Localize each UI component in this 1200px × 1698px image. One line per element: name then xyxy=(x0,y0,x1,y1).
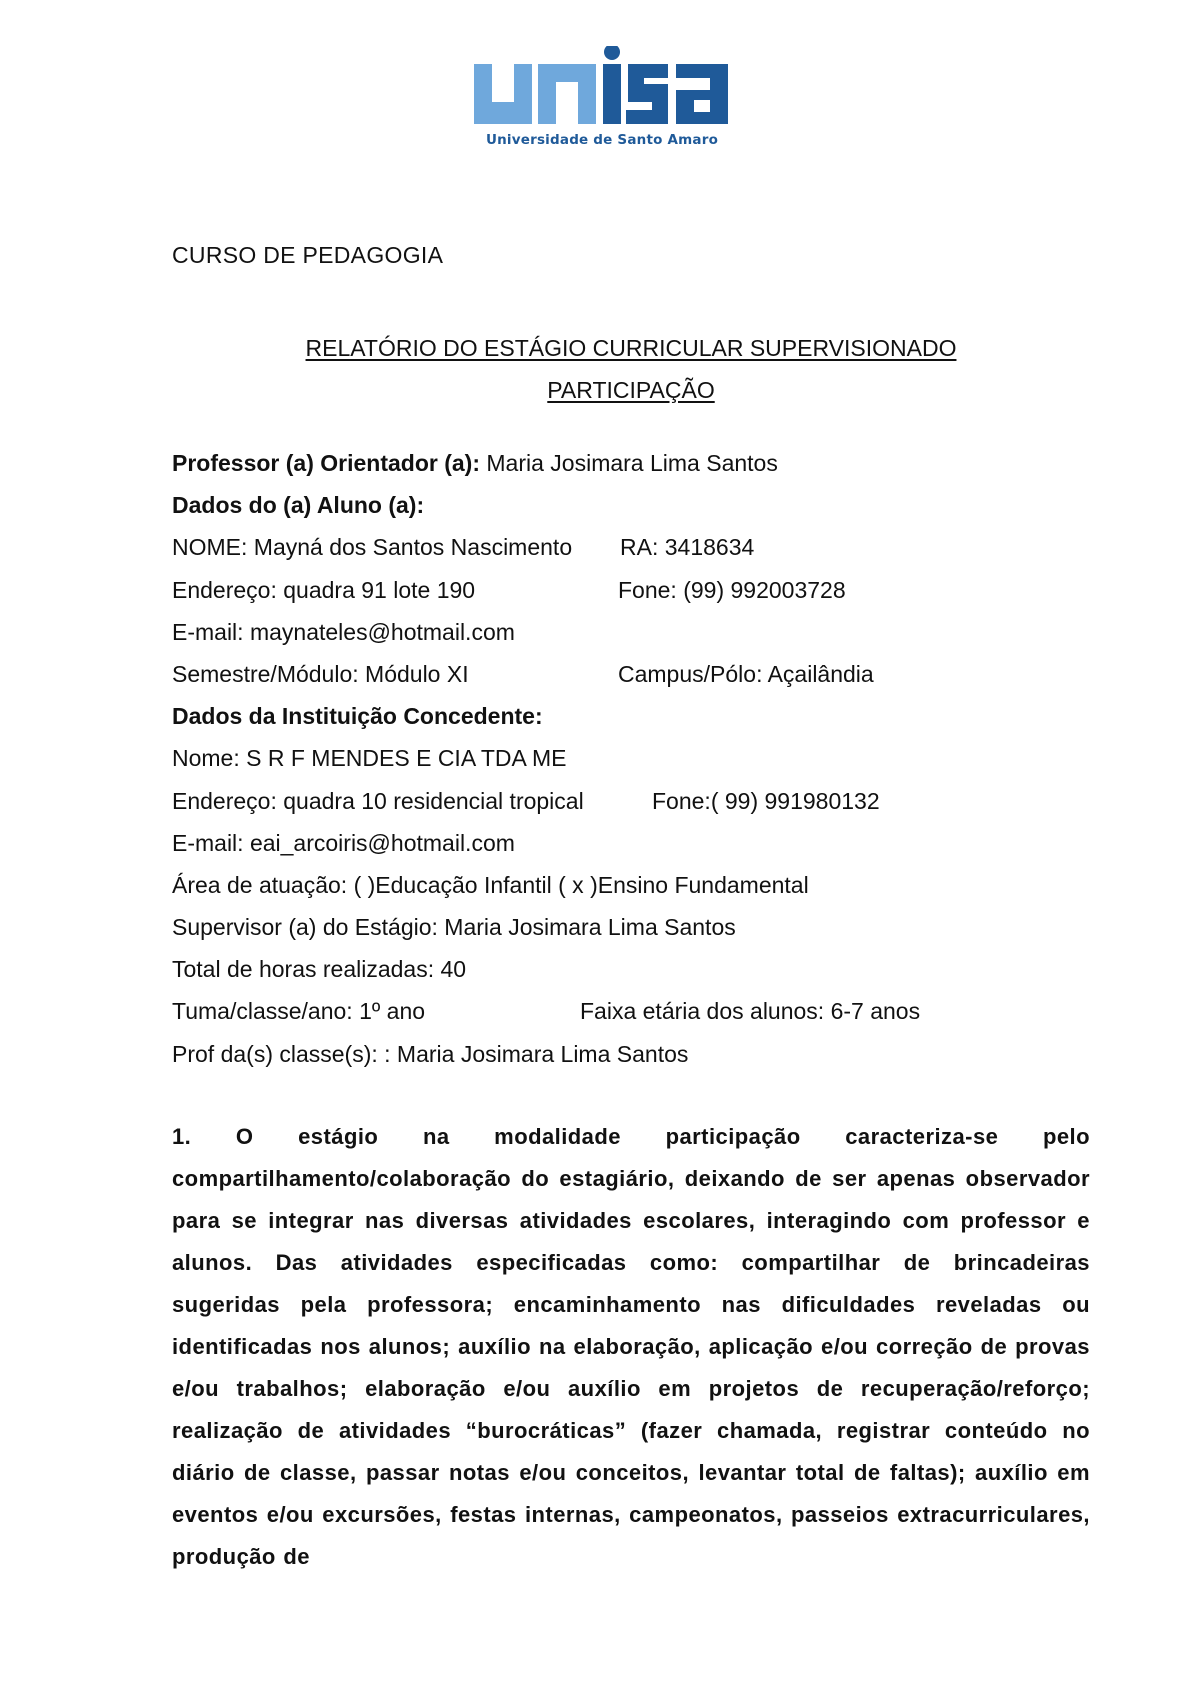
advisor-line xyxy=(172,442,1090,484)
institution-phone: Fone:( 99) 991980132 xyxy=(652,787,880,814)
student-address-line xyxy=(172,569,1090,611)
student-phone: Fone: (99) 992003728 xyxy=(618,576,846,603)
institution-area: Área de atuação: ( )Educação Infantil ( x )Ensino Fundamental xyxy=(172,871,809,898)
unisa-logo xyxy=(472,46,732,156)
student-semester-line xyxy=(172,653,1090,695)
student-campus: Campus/Pólo: Açailândia xyxy=(618,660,874,687)
institution-class-line xyxy=(172,990,1090,1032)
institution-heading: Dados da Instituição Concedente: xyxy=(172,703,543,730)
institution-total-hours: Total de horas realizadas: 40 xyxy=(172,956,467,983)
internship-info xyxy=(172,442,1090,1075)
student-address: Endereço: quadra 91 lote 190 xyxy=(172,576,476,603)
advisor-label: Professor (a) Orientador (a): xyxy=(172,450,480,476)
institution-class-teacher: Prof da(s) classe(s): : Maria Josimara Lima Santos xyxy=(172,1040,689,1067)
institution-supervisor: Supervisor (a) do Estágio: Maria Josimara Lima Santos xyxy=(172,914,736,941)
section-1-paragraph: 1. O estágio na modalidade participação caracteriza-se pelo compartilhamento/colaboração do estagiário, deixando de ser apenas observador para se integrar nas diversas atividades escolares, interagindo com professor e alunos. Das atividades especificadas como: compartilhar de brincadeiras sugeridas pela professora; encaminhamento nas dificuldades reveladas ou identificadas nos alunos; auxílio na elaboração, aplicação e/ou correção de provas e/ou trabalhos; elaboração e/ou auxílio em projetos de recuperação/reforço; realização de atividades “burocráticas” (fazer chamada, registrar conteúdo no diário de classe, passar notas e/ou conceitos, levantar total de faltas); auxílio em eventos e/ou excursões, festas internas, campeonatos, passeios extracurriculares, produção de xyxy=(172,1124,1090,1569)
student-ra: RA: 3418634 xyxy=(620,534,755,561)
institution-email: E-mail: eai_arcoiris@hotmail.com xyxy=(172,829,515,856)
course-title: CURSO DE PEDAGOGIA xyxy=(172,242,444,268)
institution-address-line xyxy=(172,780,1090,822)
report-title-line-1: RELATÓRIO DO ESTÁGIO CURRICULAR SUPERVISIONADO xyxy=(305,335,957,361)
student-semester: Semestre/Módulo: Módulo XI xyxy=(172,660,469,687)
student-name-line xyxy=(172,526,1090,568)
report-title-line-2: PARTICIPAÇÃO xyxy=(547,377,715,403)
institution-class: Tuma/classe/ano: 1º ano xyxy=(172,998,426,1025)
student-name: NOME: Mayná dos Santos Nascimento xyxy=(172,534,573,561)
logo-tagline: Universidade de Santo Amaro xyxy=(485,132,719,148)
institution-address: Endereço: quadra 10 residencial tropical xyxy=(172,787,584,814)
student-heading: Dados do (a) Aluno (a): xyxy=(172,492,425,519)
institution-age-range: Faixa etária dos alunos: 6-7 anos xyxy=(580,998,921,1025)
student-email: E-mail: maynateles@hotmail.com xyxy=(172,618,515,645)
institution-name: Nome: S R F MENDES E CIA TDA ME xyxy=(172,745,567,772)
advisor-value: Maria Josimara Lima Santos xyxy=(480,450,778,476)
